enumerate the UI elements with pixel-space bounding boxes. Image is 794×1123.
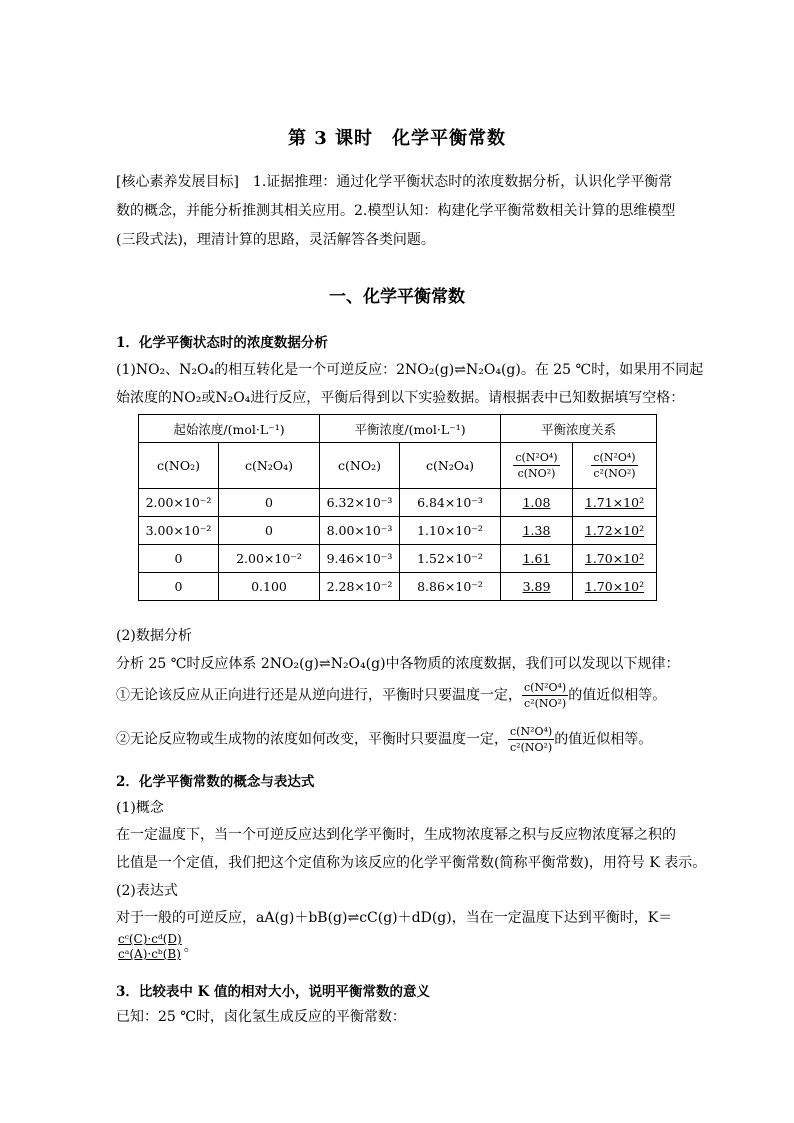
ratio-num: c(N²O⁴) (515, 451, 558, 464)
answer-cell (573, 573, 657, 601)
concept-line-1: 在一定温度下，当一个可逆反应达到化学平衡时，生成物浓度幂之积与反应物浓度幂之积的 (116, 827, 676, 843)
table-cell: 8.86×10⁻² (400, 573, 501, 601)
concept-line-2: 比值是一个定值，我们把这个定值称为该反应的化学平衡常数(简称平衡常数)，用符号 K 表示。 (116, 855, 707, 871)
answer-value: 1.38 (522, 523, 551, 538)
table-cell: 0 (219, 517, 320, 545)
section-title: 一、化学平衡常数 (329, 287, 465, 307)
table-row (139, 545, 657, 573)
answer-value: 1.72×10² (584, 523, 645, 538)
rule-2-post: 的值近似相等。 (554, 731, 653, 748)
heading-2: 2．化学平衡常数的概念与表达式 (116, 774, 315, 790)
ratio-den: c(NO²) (517, 467, 556, 480)
heading-1: 1．化学平衡状态时的浓度数据分析 (116, 335, 328, 351)
group-header: 平衡浓度/(mol·L⁻¹) (320, 415, 501, 443)
para-1-line-2: 始浓度的NO₂或N₂O₄进行反应，平衡后得到以下实验数据。请根据表中已知数据填写空格： (116, 390, 685, 406)
ratio-header (501, 443, 573, 489)
table-cell: 6.32×10⁻³ (320, 489, 400, 517)
core-goals-paragraph (116, 168, 682, 255)
table-cell: 1.52×10⁻² (400, 545, 501, 573)
answer-cell (573, 517, 657, 545)
sub-header: c(NO₂) (320, 443, 400, 489)
answer-value: 1.70×10² (584, 551, 645, 566)
answer-value: 1.70×10² (584, 579, 645, 594)
expression-title: (2)表达式 (116, 883, 178, 899)
rule-1-num: c(N²O⁴) (524, 681, 567, 694)
data-analysis-title: (2)数据分析 (116, 628, 192, 644)
rule-1-post: 的值近似相等。 (568, 687, 667, 704)
rule-2-den: c²(NO²) (510, 741, 553, 754)
ratio-den: c²(NO²) (593, 467, 636, 480)
data-analysis-intro: 分析 25 ℃时反应体系 2NO₂(g)⇌N₂O₄(g)中各物质的浓度数据，我们可以发现以下规律： (116, 656, 680, 672)
concept-title: (1)概念 (116, 800, 164, 816)
ratio-header (573, 443, 657, 489)
rule-2-pre: ②无论反应物或生成物的浓度如何改变，平衡时只要温度一定， (116, 731, 508, 748)
last-line: 已知：25 ℃时，卤化氢生成反应的平衡常数： (116, 1009, 406, 1025)
expr-den: cᵃ(A)·cᵇ(B) (118, 947, 181, 961)
table-cell: 0 (219, 489, 320, 517)
expr-num: cᶜ(C)·cᵈ(D) (118, 932, 182, 946)
sub-header: c(N₂O₄) (400, 443, 501, 489)
goals-label: [核心素养发展目标] (116, 174, 239, 190)
rule-2 (116, 724, 652, 755)
table-cell: 9.46×10⁻³ (320, 545, 400, 573)
answer-cell (573, 489, 657, 517)
answer-value: 1.71×10² (584, 495, 645, 510)
expression-fraction (116, 932, 198, 962)
para-1-line-1: (1)NO₂、N₂O₄的相互转化是一个可逆反应：2NO₂(g)⇌N₂O₄(g)。在 25 ℃时，如果用不同起 (116, 362, 704, 378)
table-row (139, 573, 657, 601)
answer-cell (573, 545, 657, 573)
table-row (139, 517, 657, 545)
group-header: 平衡浓度关系 (501, 415, 657, 443)
sub-header: c(N₂O₄) (219, 443, 320, 489)
table-cell: 2.28×10⁻² (320, 573, 400, 601)
table-cell: 2.00×10⁻² (139, 489, 219, 517)
answer-value: 1.08 (522, 495, 551, 510)
group-header: 起始浓度/(mol·L⁻¹) (139, 415, 320, 443)
table-row (139, 489, 657, 517)
rule-1 (116, 680, 666, 711)
table-cell: 6.84×10⁻³ (400, 489, 501, 517)
sub-header: c(NO₂) (139, 443, 219, 489)
ratio-num: c(N²O⁴) (593, 451, 636, 464)
answer-cell (501, 489, 573, 517)
table-cell: 0 (139, 545, 219, 573)
answer-cell (501, 545, 573, 573)
expr-end: 。 (183, 939, 198, 955)
data-table (138, 414, 657, 601)
answer-value: 3.89 (522, 579, 551, 594)
answer-value: 1.61 (522, 551, 551, 566)
table-cell: 3.00×10⁻² (139, 517, 219, 545)
answer-cell (501, 573, 573, 601)
rule-2-num: c(N²O⁴) (510, 725, 553, 738)
expression-line: 对于一般的可逆反应，aA(g)＋bB(g)⇌cC(g)＋dD(g)，当在一定温度下达到平衡时，K＝ (116, 910, 673, 926)
lesson-title: 第 3 课时 化学平衡常数 (287, 128, 507, 149)
rule-1-den: c²(NO²) (524, 697, 567, 710)
goals-text: 1.证据推理：通过化学平衡状态时的浓度数据分析，认识化学平衡常数的概念，并能分析推测其相关应用。2.模型认知：构建化学平衡常数相关计算的思维模型(三段式法)，理清计算的思路，灵活解答各类问题。 (116, 174, 676, 248)
table-cell: 0 (139, 573, 219, 601)
table-cell: 8.00×10⁻³ (320, 517, 400, 545)
heading-3: 3．比较表中 K 值的相对大小，说明平衡常数的意义 (116, 984, 431, 1000)
table-cell: 2.00×10⁻² (219, 545, 320, 573)
answer-cell (501, 517, 573, 545)
table-cell: 0.100 (219, 573, 320, 601)
table-cell: 1.10×10⁻² (400, 517, 501, 545)
rule-1-pre: ①无论该反应从正向进行还是从逆向进行，平衡时只要温度一定， (116, 687, 522, 704)
